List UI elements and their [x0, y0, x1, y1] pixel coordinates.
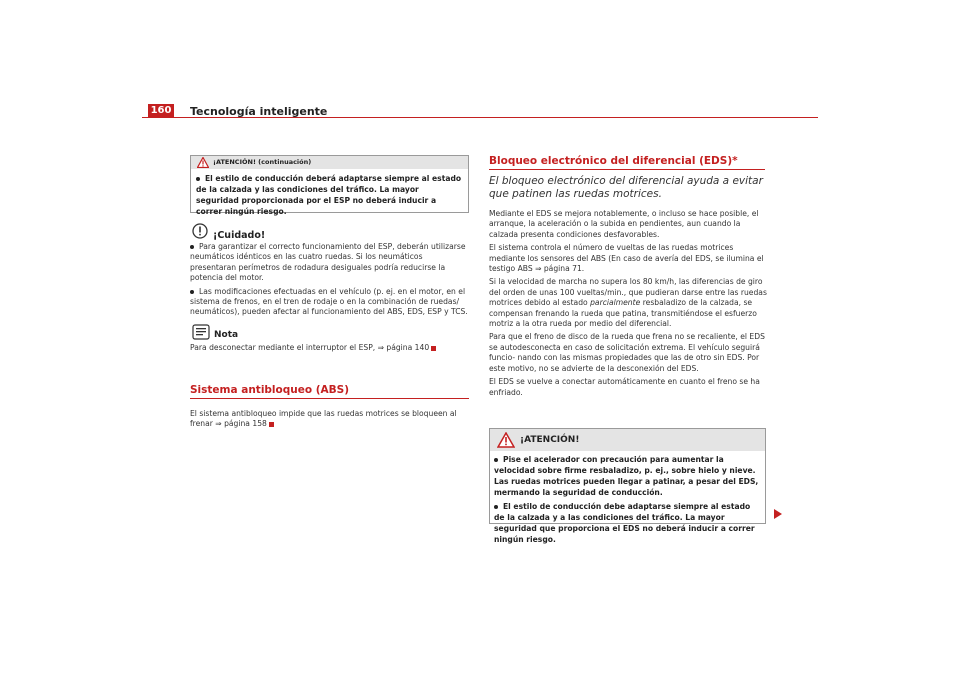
- eds-heading-rule: [489, 169, 765, 170]
- bullet-icon: [494, 505, 498, 509]
- warning-continued-header: [191, 156, 468, 169]
- eds-paragraph-3: [489, 277, 767, 329]
- warning-triangle-icon: [197, 157, 209, 168]
- note-body: [190, 343, 470, 353]
- caution-icon: [192, 223, 208, 239]
- caution-title: ¡Cuidado!: [213, 230, 266, 241]
- abs-body: [190, 409, 472, 430]
- end-mark-icon: [431, 346, 436, 351]
- warning-box: [489, 428, 766, 544]
- eds-paragraph-2: El sistema controla el número de vueltas de las ruedas motrices mediante los sensores del ABS (En caso de avería del EDS, se ilumina el testigo ABS ⇒ página 71.: [489, 243, 764, 274]
- bullet-icon: [196, 177, 200, 181]
- warning-continued-text: El estilo de conducción deberá adaptarse siempre al estado de la calzada y las condiciones del tráfico. La mayor seguridad proporcionada por el ESP no deberá inducir a correr ningún riesgo.: [196, 174, 462, 216]
- eds-paragraph-3-italic: parcialmente: [590, 298, 641, 308]
- eds-heading: Bloqueo electrónico del diferencial (EDS)*: [489, 155, 738, 167]
- end-mark-icon: [269, 422, 274, 427]
- warning-continued-title: ¡ATENCIÓN! (continuación): [213, 158, 312, 166]
- bullet-icon: [494, 458, 498, 462]
- warning-body: [490, 451, 765, 545]
- eds-paragraph-4: Para que el freno de disco de la rueda que frena no se recaliente, el EDS se autodesconecta en caso de solicitación extrema. El vehículo seguirá funcio- nando con las mismas propiedades que las de otro sin EDS. Por este motivo, no se advierte de la desconexión del EDS.: [489, 332, 765, 373]
- note-icon: [192, 324, 210, 340]
- warning-triangle-icon: [497, 432, 515, 448]
- eds-body: [489, 209, 767, 401]
- note-title: Nota: [214, 330, 239, 340]
- bullet-icon: [190, 245, 194, 249]
- note-text: Para desconectar mediante el interruptor el ESP, ⇒ página 140: [190, 343, 430, 352]
- abs-heading-rule: [190, 398, 469, 399]
- warning-continued-body: [191, 169, 468, 217]
- warning-continued-box: [190, 155, 469, 216]
- eds-paragraph-1: Mediante el EDS se mejora notablemente, o incluso se hace posible, el arranque, la aceleración o la subida en pendientes, aun cuando la calzada presenta condiciones desfavorables.: [489, 209, 759, 239]
- continue-arrow-icon: [773, 508, 783, 520]
- caution-bullet-2: Las modificaciones efectuadas en el vehículo (p. ej. en el motor, en el sistema de frenos, en el tren de rodaje o en la combinación de ruedas/ neumáticos), pueden afectar al funcionamiento del ABS, EDS, ESP y TCS.: [190, 286, 468, 317]
- abs-text: El sistema antibloqueo impide que las ruedas motrices se bloqueen al frenar ⇒ página 158: [190, 409, 457, 429]
- warning-bullet-2: El estilo de conducción debe adaptarse siempre al estado de la calzada y a las condiciones del tráfico. La mayor seguridad que proporciona el EDS no deberá inducir a correr ningún riesgo.: [494, 502, 755, 544]
- warning-bullet-1: Pise el acelerador con precaución para aumentar la velocidad sobre firme resbaladizo, p. ej., sobre hielo y nieve. Las ruedas motrices pueden llegar a patinar, a pesar del EDS, mermando la seguridad de conducción.: [494, 455, 759, 497]
- caution-body: [190, 242, 470, 321]
- bullet-icon: [190, 290, 194, 294]
- page-number: 160: [148, 104, 174, 118]
- warning-header: [490, 429, 765, 451]
- abs-heading: Sistema antibloqueo (ABS): [190, 384, 350, 396]
- eds-paragraph-3b: resbaladizo de la calzada, se compensan frenando la rueda que patina, transmitiéndose el esfuerzo motriz a la otra rueda por medio del diferencial.: [489, 298, 757, 329]
- section-title: Tecnología inteligente: [190, 105, 328, 118]
- eds-paragraph-5: El EDS se vuelve a conectar automáticamente en cuanto el freno se ha enfriado.: [489, 377, 760, 397]
- warning-title: ¡ATENCIÓN!: [520, 435, 580, 445]
- caution-bullet-1: Para garantizar el correcto funcionamiento del ESP, deberán utilizarse neumáticos idénticos en las cuatro ruedas. Si los neumáticos presentaran perímetros de rodadura desiguales podría reducirse la potencia del motor.: [190, 242, 466, 283]
- eds-subtitle: El bloqueo electrónico del diferencial ayuda a evitar que patinen las ruedas motrices.: [489, 175, 763, 200]
- eds-paragraph-3a: Si la velocidad de marcha no supera los 80 km/h, las diferencias de giro del orden de unas 100 vueltas/min., que pudieran darse entre las ruedas motrices debido al estado: [489, 277, 767, 308]
